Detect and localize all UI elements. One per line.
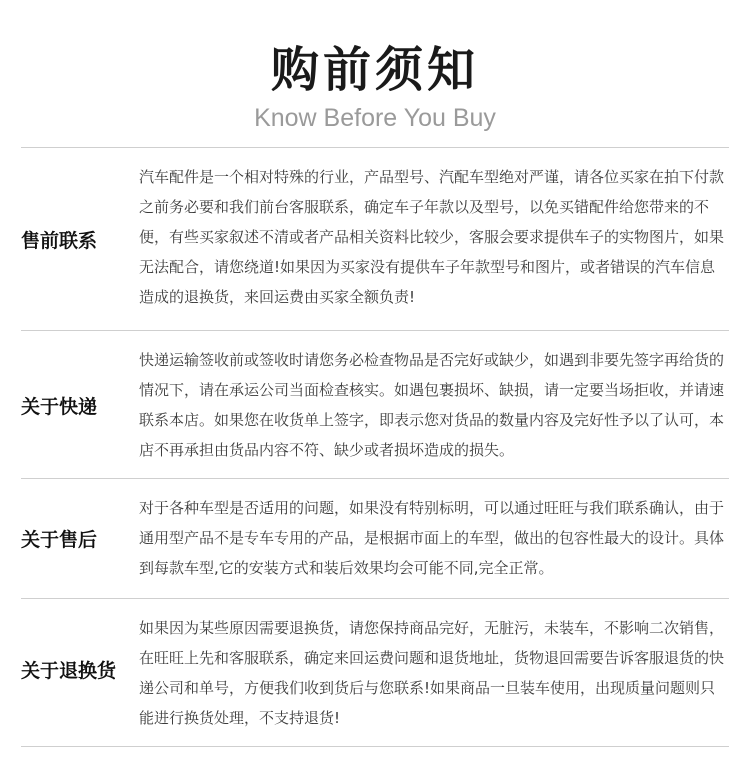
section-text: 汽车配件是一个相对特殊的行业，产品型号、汽配车型绝对严谨，请各位买家在拍下付款之前务必要和我们前台客服联系，确定车子年款以及型号，以免买错配件给您带来的不便，有些买家叙述不清或者产品相关资料比较少，客服会要求提供车子的实物图片，如果无法配合，请您绕道!如果因为买家没有提供车子年款型号和图片，或者错误的汽车信息造成的退换货，来回运费由买家全额负责!: [139, 168, 725, 306]
section-shipping: [21, 330, 729, 479]
section-heading: 关于退换货: [21, 660, 117, 682]
section-presale-contact: [21, 147, 729, 331]
page-header: [0, 40, 750, 134]
section-heading: 售前联系: [21, 230, 98, 252]
section-heading: 关于快递: [21, 396, 98, 418]
section-returns: [21, 598, 729, 747]
section-heading: 关于售后: [21, 529, 98, 551]
section-text: 对于各种车型是否适用的问题，如果没有特别标明，可以通过旺旺与我们联系确认，由于通用型产品不是专车专用的产品，是根据市面上的车型，做出的包容性最大的设计。具体到每款车型,它的安装方式和装后效果均会可能不同,完全正常。: [139, 499, 725, 577]
section-after-sales: [21, 478, 729, 599]
section-text: 快递运输签收前或签收时请您务必检查物品是否完好或缺少，如遇到非要先签字再给货的情况下，请在承运公司当面检查核实。如遇包裹损坏、缺损，请一定要当场拒收，并请速联系本店。如果您在收货单上签字，即表示您对货品的数量内容及完好性予以了认可，本店不再承担由货品内容不符、缺少或者损坏造成的损失。: [139, 351, 725, 459]
page-subtitle: Know Before You Buy: [254, 104, 496, 132]
section-text: 如果因为某些原因需要退换货，请您保持商品完好，无脏污，未装车，不影响二次销售，在旺旺上先和客服联系，确定来回运费问题和退货地址，货物退回需要告诉客服退货的快递公司和单号，方便我们收到货后与您联系!如果商品一旦装车使用，出现质量问题则只能进行换货处理，不支持退货!: [139, 619, 725, 727]
page-title: 购前须知: [270, 42, 479, 98]
